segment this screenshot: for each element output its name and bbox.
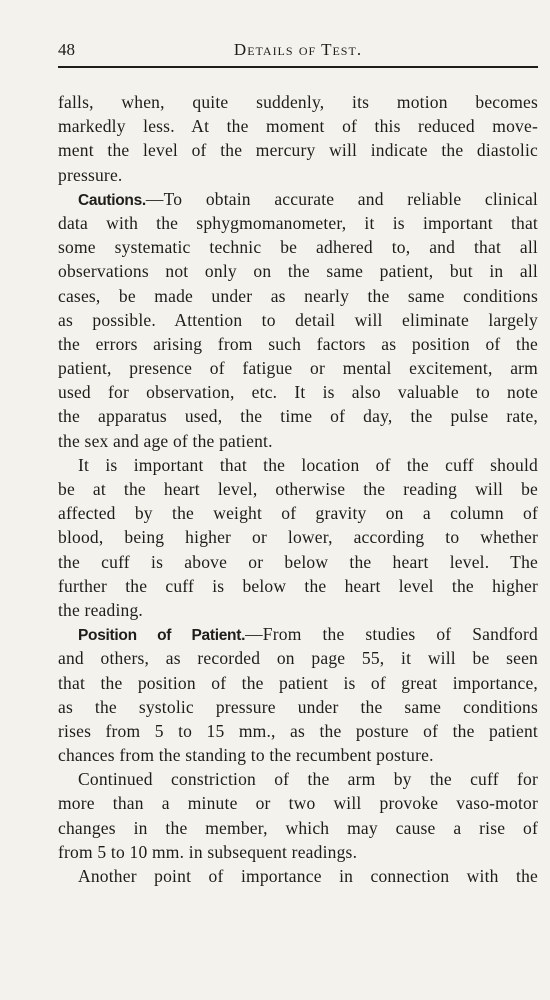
text-line bbox=[58, 767, 538, 791]
body-text bbox=[58, 90, 538, 888]
line-text: the errors arising from such factors as position of the bbox=[58, 333, 538, 354]
text-line bbox=[58, 284, 538, 308]
line-text: Another point of importance in connection with the bbox=[78, 866, 538, 886]
text-line bbox=[58, 671, 538, 695]
text-line bbox=[58, 816, 538, 840]
text-line bbox=[58, 550, 538, 574]
text-line bbox=[58, 453, 538, 477]
text-line bbox=[58, 646, 538, 670]
text-line bbox=[58, 791, 538, 815]
text-line bbox=[58, 404, 538, 428]
line-text: some systematic technic be adhered to, and that all bbox=[58, 237, 538, 258]
text-line bbox=[58, 864, 538, 888]
line-text: that the position of the patient is of great importance, bbox=[58, 672, 538, 693]
section-heading: Cautions. bbox=[78, 191, 146, 209]
line-text: changes in the member, which may cause a rise of bbox=[58, 817, 538, 838]
line-text: rises from 5 to 15 mm., as the posture of the patient bbox=[58, 720, 538, 741]
section-heading: Position of Patient. bbox=[78, 627, 246, 645]
page-number: 48 bbox=[58, 40, 75, 59]
line-text: blood, being higher or lower, according to whether bbox=[58, 527, 538, 548]
text-line bbox=[58, 574, 538, 598]
text-line bbox=[58, 211, 538, 235]
line-text: observations not only on the same patient, but in all bbox=[58, 261, 538, 282]
text-line bbox=[58, 138, 538, 162]
line-text: —From the studies of Sandford bbox=[245, 624, 538, 645]
text-line bbox=[58, 163, 538, 187]
text-line bbox=[58, 332, 538, 356]
line-text: cases, be made under as nearly the same conditions bbox=[58, 285, 538, 306]
text-line bbox=[58, 259, 538, 283]
line-text: used for observation, etc. It is also valuable to note bbox=[58, 382, 538, 403]
line-text: from 5 to 10 mm. in subsequent readings. bbox=[58, 841, 358, 862]
header-rule bbox=[58, 66, 538, 68]
text-line bbox=[58, 840, 538, 864]
text-line bbox=[58, 719, 538, 743]
text-line bbox=[58, 429, 538, 453]
line-text: the reading. bbox=[58, 599, 144, 620]
text-line bbox=[58, 114, 538, 138]
line-text: the sex and age of the patient. bbox=[58, 430, 273, 451]
text-line bbox=[58, 501, 538, 525]
text-line bbox=[58, 477, 538, 501]
line-text: falls, when, quite suddenly, its motion becomes bbox=[58, 92, 538, 112]
line-text: markedly less. At the moment of this reduced move- bbox=[58, 116, 538, 137]
text-line bbox=[58, 308, 538, 332]
text-line bbox=[58, 380, 538, 404]
line-text: be at the heart level, otherwise the reading will be bbox=[58, 479, 538, 499]
line-text: further the cuff is below the heart level the higher bbox=[58, 575, 538, 596]
line-text: the apparatus used, the time of day, the pulse rate, bbox=[58, 406, 538, 427]
text-line bbox=[58, 235, 538, 259]
line-text: and others, as recorded on page 55, it will be seen bbox=[58, 648, 538, 669]
line-text: It is important that the location of the cuff should bbox=[78, 454, 538, 475]
text-line bbox=[58, 598, 538, 622]
running-head: Details of Test. bbox=[233, 40, 363, 59]
line-text: ment the level of the mercury will indicate the diastolic bbox=[58, 140, 538, 161]
line-text: Continued constriction of the arm by the cuff for bbox=[78, 769, 538, 790]
text-line bbox=[58, 187, 538, 211]
line-text: patient, presence of fatigue or mental excitement, arm bbox=[58, 358, 538, 379]
line-text: affected by the weight of gravity on a column of bbox=[58, 503, 538, 524]
line-text: the cuff is above or below the heart level. The bbox=[58, 551, 538, 572]
line-text: data with the sphygmomanometer, it is important that bbox=[58, 212, 538, 233]
line-text: as the systolic pressure under the same conditions bbox=[58, 696, 538, 717]
line-text: as possible. Attention to detail will eliminate largely bbox=[58, 309, 538, 330]
text-line bbox=[58, 356, 538, 380]
text-line bbox=[58, 90, 538, 114]
line-text: —To obtain accurate and reliable clinical bbox=[145, 188, 538, 209]
text-line bbox=[58, 622, 538, 646]
text-line bbox=[58, 743, 538, 767]
page-header bbox=[58, 40, 538, 62]
text-line bbox=[58, 525, 538, 549]
line-text: chances from the standing to the recumbent posture. bbox=[58, 745, 434, 766]
text-line bbox=[58, 695, 538, 719]
line-text: more than a minute or two will provoke vaso-motor bbox=[58, 793, 538, 814]
line-text: pressure. bbox=[58, 164, 123, 185]
